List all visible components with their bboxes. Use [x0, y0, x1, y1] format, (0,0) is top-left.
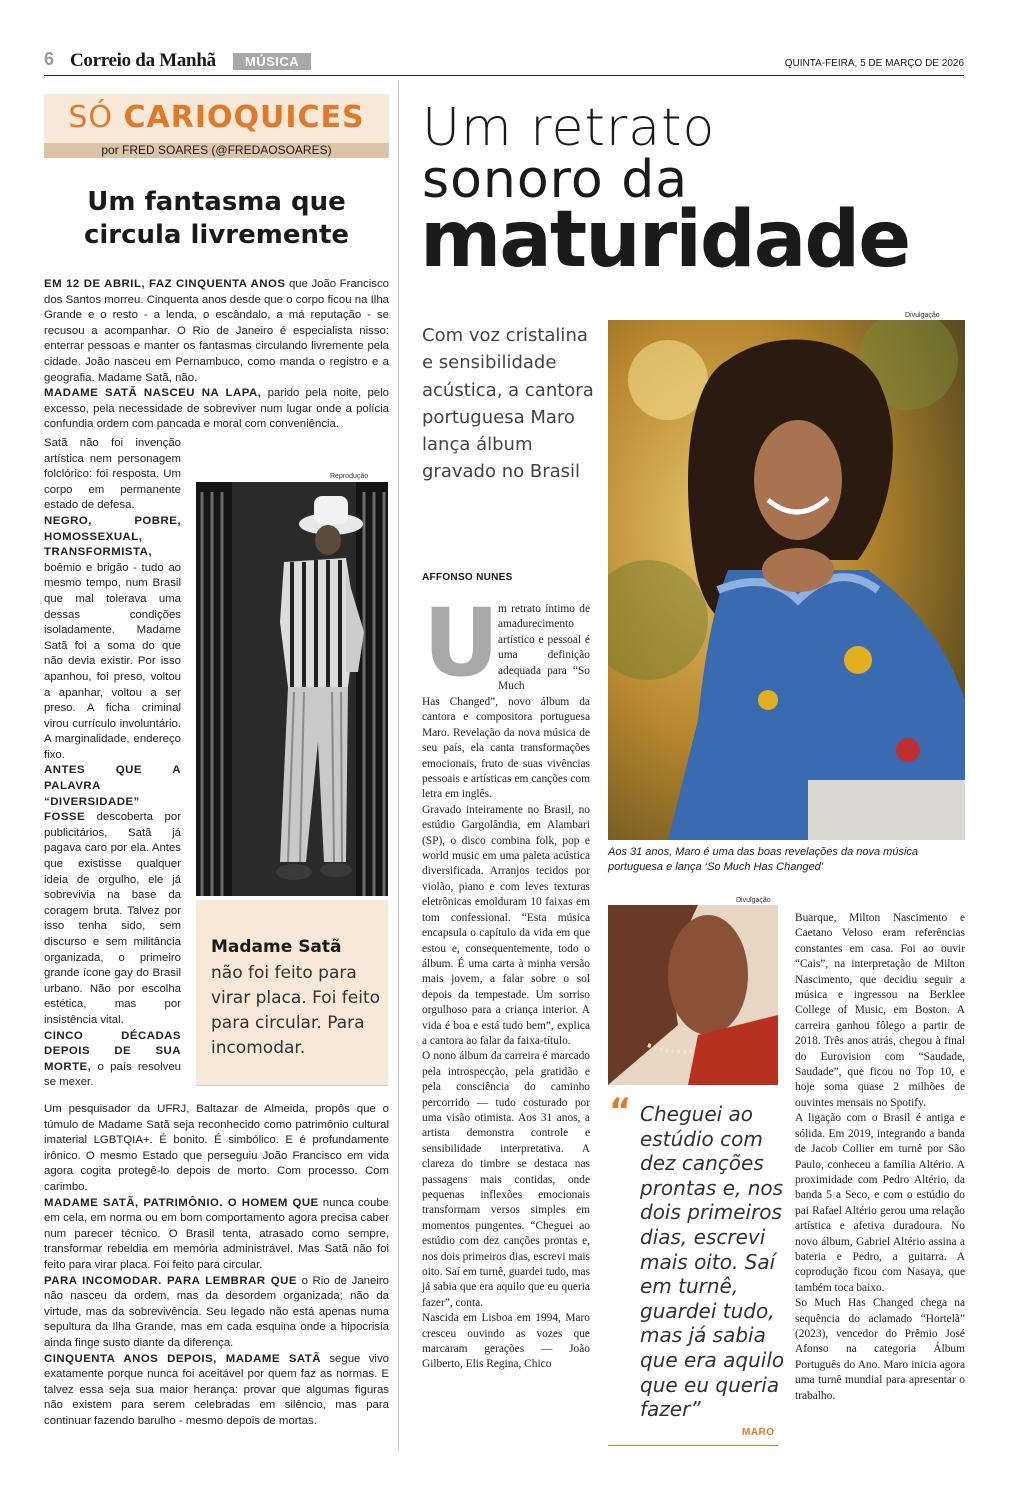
column-quote-title: Madame Satã — [211, 937, 342, 957]
paragraph-text: nunca coube em cela, em norma ou em bom comportamento agora precisa caber num parecer técnico. O Brasil tenta, atrasado como sempre, transformar rebeldia em memória administrável. Mas Satã não foi feito para virar placa. Foi feito para circular. — [44, 1196, 389, 1271]
paragraph-lead: EM 12 DE ABRIL, FAZ CINQUENTA ANOS — [44, 278, 286, 290]
feature-title-line-3: maturidade — [420, 195, 910, 285]
masthead-logo: Correio da Manhã — [70, 50, 216, 71]
paragraph — [44, 763, 181, 1028]
paragraph-lead: CINQUENTA ANOS DEPOIS, MADAME SATÃ — [44, 1352, 321, 1365]
section-tag: MÚSICA — [233, 53, 311, 70]
column-text-top — [44, 277, 389, 433]
paragraph-lead: MADAME SATÃ NASCEU NA LAPA, — [44, 387, 262, 400]
pull-quote: Cheguei ao estúdio com dez canções prontas e, nos dois primeiros dias, escrevi mais oito. Saí em turnê, guardei tudo, mas já sabia que era aquilo que eu queria fazer” — [640, 1102, 785, 1422]
paragraph-text: que João Francisco dos Santos morreu. Cinquenta anos desde que o corpo ficou na Ilha Grande e o resto - a lenda, o escândalo, a má reputação - se recusou a acompanhar. O Rio de Janeiro é especialista nisso: enterrar pessoas e manter os fantasmas circulando livremente pela cidade. João nasceu em Pernambuco, como manda o registro e a geografia. Madame Satã, não. — [44, 278, 389, 384]
photo-illustration — [196, 482, 388, 896]
paragraph-lead: PARA INCOMODAR. PARA LEMBRAR QUE — [44, 1274, 297, 1287]
photo-credit: Reprodução — [330, 473, 369, 480]
photo-credit: Divulgação — [736, 897, 771, 904]
column-title-light: SÓ — [68, 100, 124, 135]
pull-quote-author: MARO — [742, 1427, 775, 1438]
paragraph-text: parido pela noite, pelo excesso, pela necessidade de sobreviver num lugar onde a polícia confundia ordem com pancada e moral com conveniência. — [44, 387, 390, 431]
paragraph — [44, 277, 389, 386]
feature-body-intro: m retrato íntimo de amadurecimento artístico e pessoal é uma definição adequada para “So Much — [498, 603, 590, 693]
paragraph: Satã não foi invenção artística nem personagem folclórico: foi resposta. Um corpo em permanente estado de defesa. — [44, 437, 181, 512]
quote-mark-icon: “ — [609, 1091, 632, 1131]
paragraph — [44, 386, 389, 433]
photo-illustration — [608, 320, 965, 840]
feature-lead: Com voz cristalina e sensibilidade acústica, a cantora portuguesa Maro lança álbum gravado no Brasil — [422, 325, 594, 483]
pull-quote-rule — [608, 1445, 778, 1446]
paragraph-text: o país resolveu se mexer. — [44, 1060, 181, 1089]
maro-detail-photo — [608, 905, 778, 1085]
feature-body-column-2: Buarque, Milton Nascimento e Caetano Veloso eram referências constantes em casa. Foi ao ouvir “Cais”, na interpretação de Milton Nascimento, que decidiu seguir a música e ingressou na Berklee College of Music, em Boston. A carreira ganhou fôlego a partir de 2018. Três anos atrás, chegou à final do Eurovision com “Saudade, Saudade”, que ficou no Top 10, e hoje soma quase 2 milhões de ouvintes mensais no Spotify. A ligação com o Brasil é antiga e sólida. Em 2019, integrando a banda de Jacob Collier em turnê por São Paulo, conheceu a família Altério. A proximidade com Pedro Altério, da banda 5 a Seco, e com o estúdio do pai Rafael Altério gerou uma relação artística e afetiva duradoura. No novo álbum, Gabriel Altério assina a bateria e Pedro, a guitarra. A coprodução ficou com Nasaya, que também toca baixo. So Much Has Changed chega na sequência do aclamado “Hortelã” (2023), vencedor do Prêmio José Afonso na categoria Álbum Português do Ano. Maro inicia agora uma turnê mundial para apresentar o trabalho. — [795, 912, 965, 1402]
paragraph-text: o Rio de Janeiro não nasceu da ordem, mas da desordem organizada; não da virtude, mas da sobrevivência. Seu legado não está apenas numa sepultura da Ilha Grande, mas em cada esquina onde a hipocrisia ainda finge susto diante da diferença. — [44, 1274, 389, 1349]
page-date: QUINTA-FEIRA, 5 DE MARÇO DE 2026 — [784, 58, 964, 69]
feature-title-line-1: Um retrato — [422, 98, 716, 158]
photo-caption: Aos 31 anos, Maro é uma das boas revelações da nova música portuguesa e lança ‘So Much Has Changed’ — [608, 846, 919, 873]
column-text-narrow — [44, 436, 181, 1091]
page-number: 6 — [44, 49, 55, 69]
paragraph — [44, 514, 181, 764]
paragraph — [44, 1029, 181, 1091]
feature-body-column-1: Has Changed”, novo álbum da cantora e compositora portuguesa Maro. Revelação da nova música de seu país, ela canta transformações emocionais, fruto de suas vivências pessoais e artísticas em canções com letra em inglês. Gravado inteiramente no Brasil, no estúdio Gargolândia, em Alambari (SP), o disco combina folk, pop e world music em uma paleta acústica diversificada. Arranjos tecidos por violão, piano e com leves texturas eletrônicas emolduram 10 faixas em tom confessional. “Esta música encapsula o capítulo da vida em que estou e, consequentemente, todo o álbum. É uma carta à minha versão mais jovem, a falar sobre o sol depois da tempestade. Um sorriso orgulhoso para a criança interior. A vida é boa e está tudo bem”, explica a cantora ao falar da faixa-título. O nono álbum da carreira é marcado pela introspecção, pela gratidão e pela consciência do caminho percorrido — tudo costurado por uma visão otimista. Aos 31 anos, a artista demonstra controle e sensibilidade interpretativa. A clareza do timbre se destaca nas passagens mais contidas, onde pequenas inflexões emocionais transformam versos simples em momentos pungentes. “Cheguei ao estúdio com dez canções prontas e, nos dois primeiros dias, escrevi mais oito. Saí em turnê, guardei tudo, mas já sabia que era aquilo que eu queria fazer”, conta. Nascida em Lisboa em 1994, Maro cresceu ouvindo as vozes que marcaram gerações — João Gilberto, Elis Regina, Chico — [422, 696, 590, 1371]
paragraph-lead: MADAME SATÃ, PATRIMÔNIO. O HOMEM QUE — [44, 1196, 319, 1209]
drop-cap: U — [423, 589, 500, 698]
madame-sata-photo — [196, 482, 388, 896]
paragraph-lead: NEGRO, POBRE, HOMOSSEXUAL, TRANSFORMISTA, — [44, 514, 181, 559]
feature-author: AFFONSO NUNES — [422, 572, 513, 583]
paragraph-text: descoberta por publicitários, Satã já pagava caro por ela. Antes que existisse qualquer ideia de orgulho, ele já sobrevivia na base da coragem bruta. Talvez por isso tenha sido, sem discurso e sem militância organizada, o primeiro grande ícone gay do Brasil urbano. Não por escolha estética, mas por insistência vital. — [44, 811, 181, 1026]
paragraph: Um pesquisador da UFRJ, Baltazar de Almeida, propôs que o túmulo de Madame Satã seja reconhecido como patrimônio cultural imaterial LGBTQIA+. É bonito. É simbólico. E é profundamente irônico. O mesmo Estado que perseguiu João Francisco em vida agora cogita protegê-lo depois de morto. Com processo. Com carimbo. — [44, 1103, 389, 1193]
paragraph-text: segue vivo exatamente porque nunca foi aceitável por quem faz as normas. E talvez essa seja sua maior herança: provar que algumas figuras não existem para serem celebradas em silêncio, mas para continuar fazendo barulho - mesmo depois de mortas. — [44, 1352, 389, 1427]
maro-portrait-photo — [608, 320, 965, 840]
column-headline: Um fantasma que circula livremente — [83, 187, 350, 250]
column-text-bottom — [44, 1102, 389, 1429]
column-title — [44, 100, 389, 135]
paragraph-lead: ANTES QUE A PALAVRA “DIVERSIDADE” FOSSE — [44, 764, 181, 824]
column-divider — [398, 80, 399, 1450]
paragraph-lead: CINCO DÉCADAS DEPOIS DE SUA MORTE, — [44, 1029, 181, 1073]
feature-title-line-2: sonoro da — [422, 150, 689, 210]
column-quote-body: não foi feito para virar placa. Foi feito para circular. Para incomodar. — [211, 963, 381, 1058]
paragraph-text: boêmio e brigão - tudo ao mesmo tempo, num Brasil que mal tolerava uma dessas condições isoladamente. Madame Satã foi a soma do que não devia existir. Por isso apanhou, foi preso, voltou a apanhar, voltou a ser preso. A ficha criminal virou currículo involuntário. A marginalidade, endereço fixo. — [44, 561, 181, 761]
paragraph — [44, 1352, 389, 1430]
paragraph — [44, 1196, 389, 1274]
photo-credit: Divulgação — [905, 312, 940, 319]
photo-illustration — [608, 905, 778, 1085]
column-title-bold: CARIOQUICES — [123, 100, 365, 135]
paragraph — [44, 1274, 389, 1352]
column-byline: por FRED SOARES (@FREDAOSOARES) — [101, 143, 332, 157]
header-rule — [44, 75, 964, 76]
